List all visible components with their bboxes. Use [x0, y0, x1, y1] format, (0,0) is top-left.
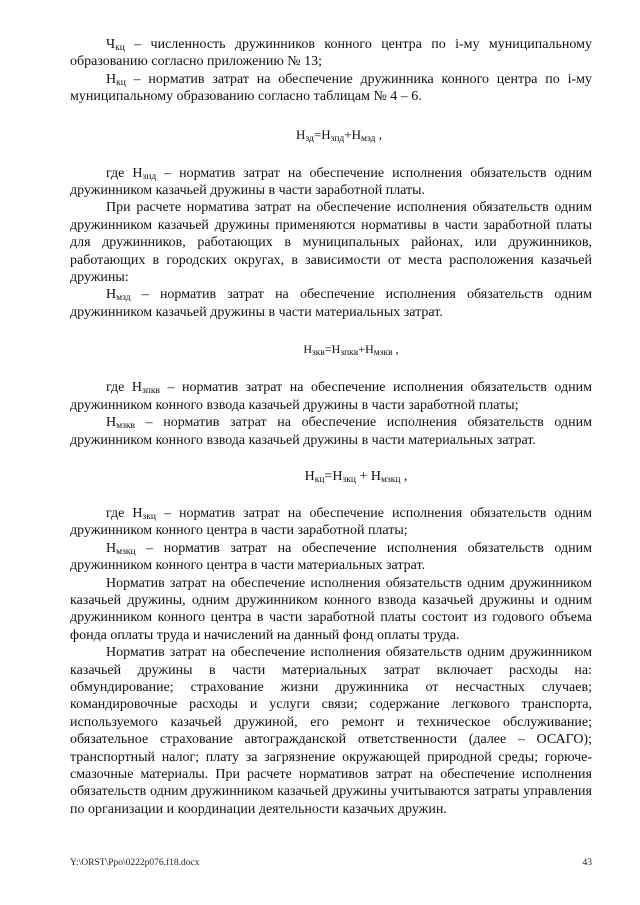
formula-term: Н: [365, 342, 374, 357]
paragraph-nmzkc-definition: [70, 540, 592, 575]
symbol-subscript: мзд: [116, 293, 131, 304]
formula-nzd: [70, 126, 592, 143]
formula-punctuation: ,: [400, 468, 408, 484]
symbol: Н: [106, 415, 117, 431]
symbol: Н: [106, 287, 117, 303]
formula-term: Н: [370, 468, 381, 484]
formula-operator: +: [358, 342, 366, 357]
formula-operator: +: [355, 468, 371, 484]
paragraph-text: – норматив затрат на обеспечение исполнения обязательств одним дружинником казачьей дружины в части заработной платы.: [70, 165, 592, 199]
symbol-subscript: мзкв: [116, 421, 135, 432]
document-body: [70, 36, 592, 818]
formula-operator: =: [324, 342, 332, 357]
paragraph-nzpd-definition: [70, 165, 592, 200]
paragraph-nzpkv-definition: [70, 379, 592, 414]
formula-subscript: зпд: [330, 133, 345, 144]
paragraph-lead: где Н: [106, 165, 143, 181]
paragraph-chkc-definition: [70, 36, 592, 71]
formula-subscript: кц: [314, 474, 325, 485]
paragraph-text: – норматив затрат на обеспечение исполнения обязательств одним дружинником конного взвода казачьей дружины в части заработной платы;: [70, 380, 592, 413]
paragraph-text: – численность дружинников конного центра по i-му муниципальному образованию согласно приложению № 13;: [70, 37, 592, 70]
formula-subscript: мзд: [361, 133, 376, 144]
formula-punctuation: ,: [392, 342, 399, 357]
symbol-subscript: зпд: [142, 171, 157, 182]
paragraph-text: – норматив затрат на обеспечение исполнения обязательств одним дружинником конного взвода казачьей дружины в части материальных затрат.: [70, 415, 592, 448]
symbol: Н: [106, 71, 117, 87]
formula-subscript: мзкв: [373, 348, 393, 359]
formula-term: Н: [321, 126, 331, 142]
formula-nzkv: [70, 341, 592, 358]
formula-nkc: [70, 468, 592, 485]
symbol-subscript: мзкц: [116, 546, 136, 557]
symbol-subscript: кц: [116, 77, 126, 88]
paragraph-material-costs-normative: Норматив затрат на обеспечение исполнения обязательств одним дружинником казачьей дружины в части материальных затрат включает расходы на: обмундирование; страхование жизни дружинника от несчастных случаев; командировочные расходы и услуги связи; содержание легкового транспорта, используемого казачьей дружиной, его ремонт и техническое обслуживание; обязательное страхование автогражданской ответственности (далее – ОСАГО); транспортный налог; плату за загрязнение окружающей природной среды; горюче-смазочные материалы. При расчете нормативов затрат на обеспечение исполнения обязательств одним дружинником казачьей дружины учитываются затраты управления по организации и координации деятельности казачьих дружин.: [70, 645, 592, 817]
paragraph-text: – норматив затрат на обеспечение исполнения обязательств одним дружинником казачьей дружины в части материальных затрат.: [70, 287, 592, 320]
page-footer: [70, 858, 592, 868]
paragraph-text: – норматив затрат на обеспечение исполнения обязательств одним дружинником конного центра в части материальных затрат.: [70, 540, 592, 574]
formula-punctuation: ,: [375, 126, 382, 142]
formula-term: Н: [303, 342, 313, 357]
symbol-subscript: зкц: [142, 511, 156, 522]
paragraph-calculation-rules: При расчете норматива затрат на обеспечение исполнения обязательств одним дружинником казачьей дружины применяются нормативы в части заработной платы для дружинников, работающих в муниципальных районах, или дружинников, работающих в городских округах, в зависимости от места расположения казачьей дружины:: [70, 200, 592, 286]
formula-subscript: зкв: [312, 348, 325, 359]
symbol: Ч: [106, 37, 116, 52]
paragraph-lead: где Н: [106, 505, 143, 521]
page-number: 43: [582, 858, 592, 868]
formula-subscript: зд: [305, 133, 314, 144]
formula-operator: =: [324, 468, 333, 484]
symbol: Н: [106, 540, 117, 556]
formula-subscript: мзкц: [380, 474, 401, 485]
paragraph-lead: где Н: [106, 380, 143, 396]
formula-subscript: зкц: [342, 474, 356, 485]
formula-term: Н: [304, 468, 315, 484]
formula-subscript: зпкв: [340, 348, 359, 359]
paragraph-nkc-definition: [70, 71, 592, 106]
formula-term: Н: [331, 342, 341, 357]
symbol-subscript: зпкв: [142, 386, 160, 397]
formula-term: Н: [332, 468, 343, 484]
symbol-subscript: кц: [115, 43, 125, 53]
footer-file-path: Y:\ORST\Ppo\0222p076.f18.docx: [70, 858, 200, 868]
formula-operator: +: [344, 126, 352, 142]
formula-term: Н: [351, 126, 361, 142]
paragraph-nmzkv-definition: [70, 414, 592, 449]
paragraph-salary-normative: Норматив затрат на обеспечение исполнения обязательств одним дружинником казачьей дружины, одним дружинником конного взвода казачьей дружины и одним дружинником конного центра в части заработной платы состоит из годового объема фонда оплаты труда и начислений на данный фонд оплаты труда.: [70, 575, 592, 643]
paragraph-text: – норматив затрат на обеспечение исполнения обязательств одним дружинником конного центра в части заработной платы;: [70, 505, 592, 539]
paragraph-nmzd-definition: [70, 286, 592, 321]
paragraph-text: – норматив затрат на обеспечение дружинника конного центра по i-му муниципальному образованию согласно таблицам № 4 – 6.: [70, 71, 592, 105]
formula-term: Н: [296, 126, 306, 142]
formula-operator: =: [313, 126, 322, 142]
paragraph-nzkc-definition: [70, 505, 592, 540]
